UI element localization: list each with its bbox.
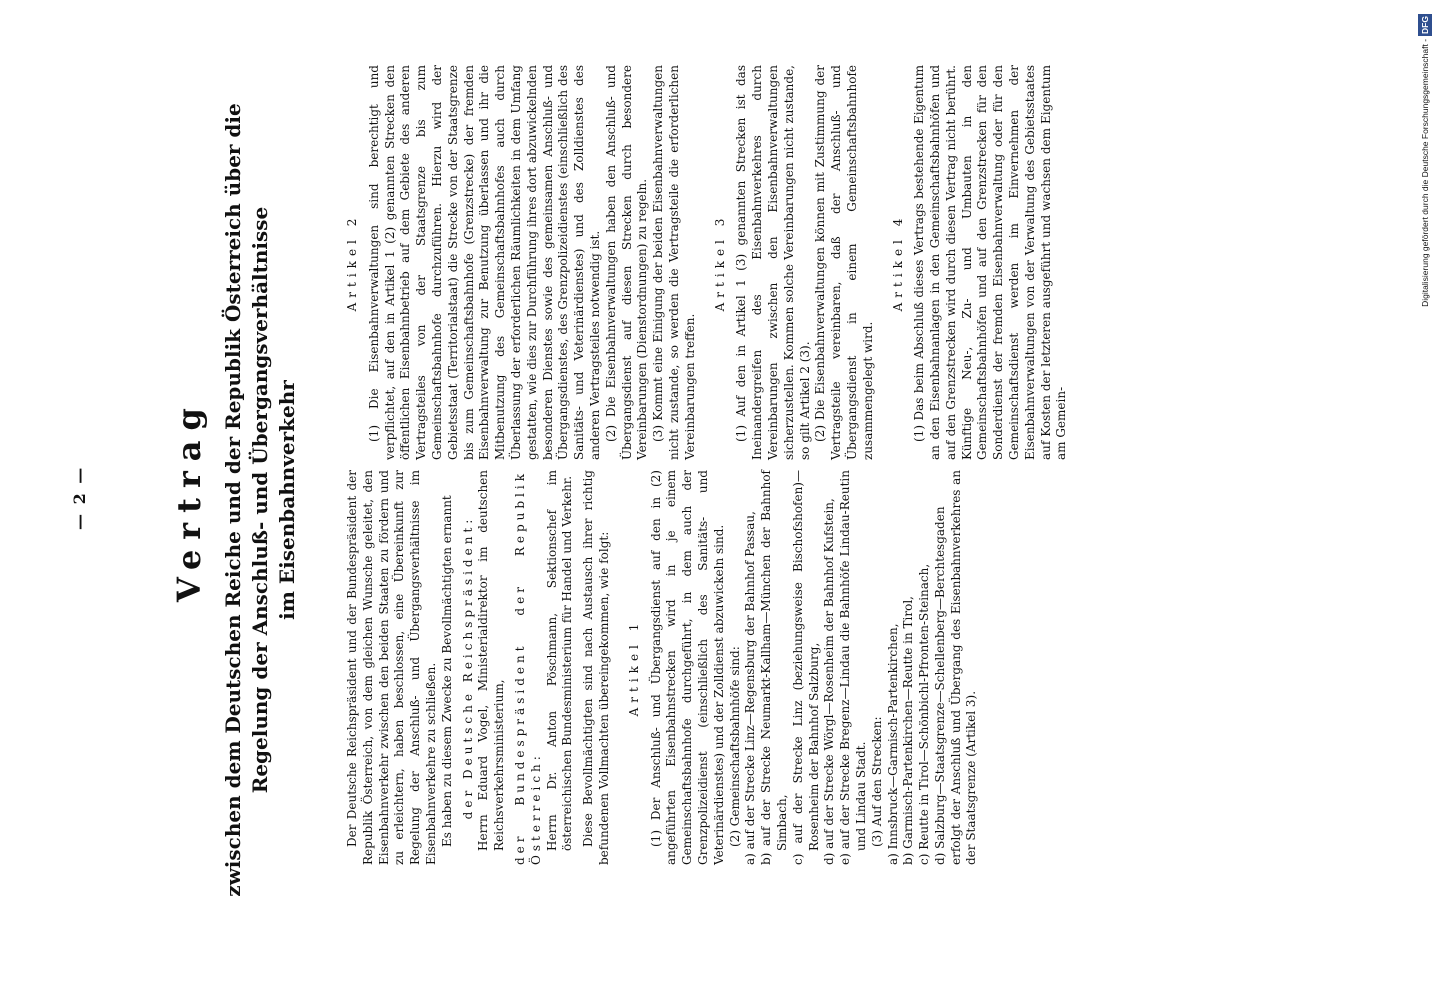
article-1-para-2-intro: (2) Gemeinschaftsbahnhöfe sind: <box>727 646 742 847</box>
right-column <box>345 65 1070 460</box>
preamble: Der Deutsche Reichspräsident und der Bundespräsident der Republik Österreich, von dem gleichen Wunsche geleitet, den Eisenbahnverkehr zwischen den beiden Staaten zu fördern und zu erleichtern, haben beschlossen, eine Übereinkunft zur Regelung der Anschluß- und Übergangsverhältnisse im Eisenbahnverkehre zu schließen. <box>345 470 438 865</box>
german-delegate: Herrn Eduard Vogel, Ministerialdirektor im deutschen Reichsverkehrsministerium, <box>476 470 507 851</box>
agreement-clause: Diese Bevollmächtigten sind nach Austausch ihrer richtig befundenen Vollmachten übereingekommen, wie folgt: <box>581 470 611 865</box>
article-4-para-1: (1) Das beim Abschluß dieses Vertrags bestehende Eigentum an den Eisenbahnanlagen in den Gemeinschaftsbahnhöfen und auf den Grenzstrecken wird durch diesen Vertrag nicht berührt. Künftige Neu-, Zu- und Umbauten in den Gemeinschaftsbahnhöfen und auf den Grenzstrecken für den Sonderdienst der fremden Eisenbahnverwaltung oder für den Gemeinschaftsdienst werden im Einvernehmen der Eisenbahnverwaltungen von der Verwaltung des Gebietsstaates auf Kosten der letzteren ausgeführt und wachsen dem Eigentum am Gemein- <box>912 65 1069 460</box>
plenipotentiaries-intro: Es haben zu diesem Zwecke zu Bevollmächtigten ernannt <box>439 495 454 847</box>
article-3-para-1: (1) Auf den in Artikel 1 (3) genannten Strecken ist das Ineinandergreifen des Eisenbahnverkehres durch Vereinbarungen zwischen den Eisenbahnverwaltungen sicherzustellen. Kommen solche Vereinbarungen nicht zustande, so gilt Artikel 2 (3). <box>734 65 812 460</box>
title-block <box>170 100 301 900</box>
station-item-c: c) auf der Strecke Linz (beziehungsweise Bischofshofen)—Rosenheim der Bahnhof Salzburg, <box>790 470 821 865</box>
station-item-e: e) auf der Strecke Bregenz—Lindau die Bahnhöfe Lindau-Reutin und Lindau Stadt. <box>838 470 868 865</box>
article-2-heading: Artikel 2 <box>345 213 359 312</box>
article-4-heading: Artikel 4 <box>890 213 905 312</box>
article-3-para-2: (2) Die Eisenbahnverwaltungen können mit Zustimmung der Vertragsteile vereinbaren, daß der Anschluß- und Übergangsdienst in einem Gemeinschaftsbahnhofe zusammengelegt wird. <box>813 65 875 460</box>
article-1-heading: Artikel 1 <box>626 618 641 717</box>
austrian-delegate: Herrn Dr. Anton Pöschmann, Sektionschef im österreichischen Bundesministerium für Handel und Verkehr. <box>544 470 575 851</box>
station-item-a: a) auf der Strecke Linz—Regensburg der Bahnhof Passau, <box>743 511 758 865</box>
left-column <box>345 470 980 865</box>
line-item-b: b) Garmisch-Partenkirchen—Reutte in Tirol, <box>901 596 916 865</box>
station-item-b: b) auf der Strecke Neumarkt-Kallham—München der Bahnhof Simbach, <box>759 470 789 865</box>
digitization-note-text: Digitalisierung gefördert durch die Deutsche Forschungsgemeinschaft - <box>1420 38 1430 307</box>
article-3-heading: Artikel 3 <box>712 213 727 312</box>
document-subtitle-line-3: im Eisenbahnverkehr <box>275 380 299 620</box>
article-1-para-3-intro: (3) Auf den Strecken: <box>869 716 884 847</box>
article-2-para-1: (1) Die Eisenbahnverwaltungen sind berechtigt und verpflichtet, auf den in Artikel 1 (2) genannten Strecken den öffentlichen Eisenbahnbetrieb auf dem Gebiete des anderen Vertragsteiles von der Staatsgrenze bis zum Gemeinschaftsbahnhofe durchzuführen. Hierzu wird der Gebietsstaat (Territorialstaat) die Strecke von der Staatsgrenze bis zum Gemeinschaftsbahnhofe (Grenzstrecke) der fremden Eisenbahnverwaltung zur Benutzung überlassen und ihr die Mitbenutzung des Gemeinschaftsbahnhofes auch durch Überlassung der erforderlichen Räumlichkeiten in dem Umfang gestatten, wie dies zur Durchführung ihres dort abzuwickelnden besonderen Dienstes sowie des gemeinsamen Anschluß- und Übergangsdienstes, des Grenzpolizeidienstes (einschließlich des Sanitäts- und Veterinärdienstes) und des Zolldienstes des anderen Vertragsteiles notwendig ist. <box>366 65 602 460</box>
line-item-a: a) Innsbruck—Garmisch-Partenkirchen, <box>885 623 900 865</box>
article-1-para-1: (1) Der Anschluß- und Übergangsdienst auf den in (2) angeführten Eisenbahnstrecken wird in je einem Gemeinschaftsbahnhofe durchgeführt, in dem auch der Grenzpolizeidienst (einschließlich des Sanitäts- und Veterinärdienstes) und der Zolldienst abzuwickeln sind. <box>648 470 726 865</box>
document-subtitle-line-1: zwischen dem Deutschen Reiche und der Republik Österreich über die <box>221 103 245 897</box>
station-item-d: d) auf der Strecke Wörgl—Rosenheim der Bahnhof Kufstein, <box>822 498 837 865</box>
line-item-c: c) Reutte in Tirol—Schönbichl-Pfronten-Steinach, <box>917 563 932 865</box>
german-president-label: der Deutsche Reichspräsident: <box>460 515 475 820</box>
dfg-logo: DFG <box>1420 16 1430 34</box>
article-1-para-3-outro: erfolgt der Anschluß und Übergang des Eisenbahnverkehres an der Staatsgrenze (Artikel 3). <box>948 470 979 865</box>
article-2-para-3: (3) Kommt eine Einigung der beiden Eisenbahnverwaltungen nicht zustande, so werden die Vertragsteile die erforderlichen Vereinbarungen treffen. <box>651 65 697 460</box>
austrian-president-label: der Bundespräsident der Republik Österreich: <box>512 470 543 865</box>
page-number: — 2 — <box>70 465 89 530</box>
document-title: Vertrag <box>170 398 208 602</box>
document-subtitle-line-2: Regelung der Anschluß- und Übergangsverhältnisse <box>248 206 272 794</box>
line-item-d: d) Salzburg—Staatsgrenze—Schellenberg—Berchtesgaden <box>932 506 947 865</box>
digitization-note <box>1418 10 1432 990</box>
article-2-para-2: (2) Die Eisenbahnverwaltungen haben den Anschluß- und Übergangsdienst auf diesen Strecken durch besondere Vereinbarungen (Dienstordnungen) zu regeln. <box>603 65 650 460</box>
